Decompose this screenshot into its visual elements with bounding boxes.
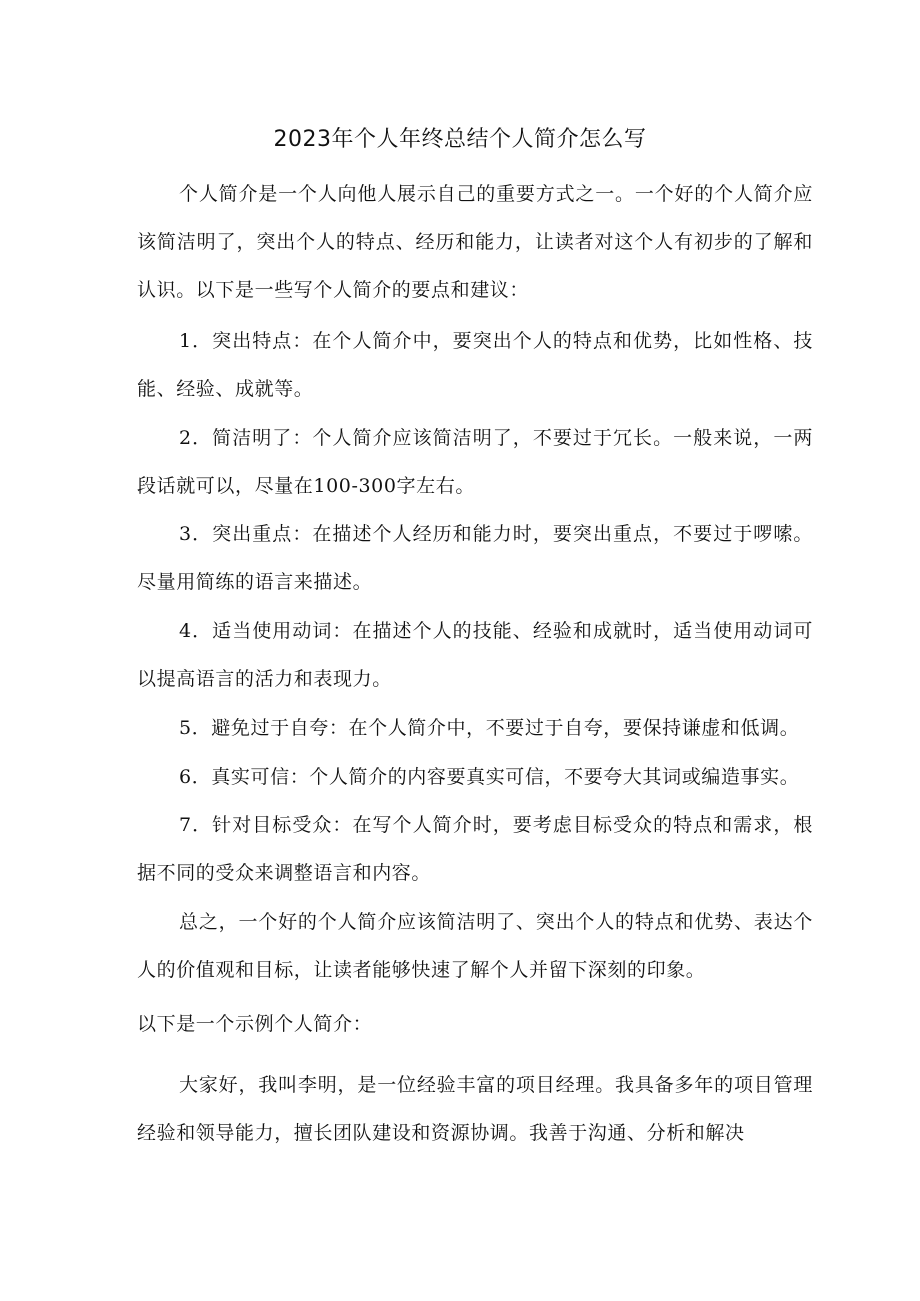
point-4: 4．适当使用动词：在描述个人的技能、经验和成就时，适当使用动词可以提高语言的活力和表现力。	[137, 620, 813, 690]
example-heading: 以下是一个示例个人简介：	[137, 1013, 373, 1035]
point-5: 5．避免过于自夸：在个人简介中，不要过于自夸，要保持谦虚和低调。	[179, 717, 800, 739]
point-7: 7．针对目标受众：在写个人简介时，要考虑目标受众的特点和需求，根据不同的受众来调整语言和内容。	[137, 814, 813, 884]
example-paragraph: 大家好，我叫李明，是一位经验丰富的项目经理。我具备多年的项目管理经验和领导能力，擅长团队建设和资源协调。我善于沟通、分析和解决	[137, 1074, 813, 1144]
document-title: 2023年个人年终总结个人简介怎么写	[273, 127, 647, 152]
intro-paragraph: 个人简介是一个人向他人展示自己的重要方式之一。一个好的个人简介应该简洁明了，突出个人的特点、经历和能力，让读者对这个人有初步的了解和认识。以下是一些写个人简介的要点和建议：	[137, 183, 813, 301]
point-1: 1．突出特点：在个人简介中，要突出个人的特点和优势，比如性格、技能、经验、成就等。	[137, 330, 813, 400]
point-6: 6．真实可信：个人简介的内容要真实可信，不要夸大其词或编造事实。	[179, 766, 800, 788]
point-2: 2．简洁明了：个人简介应该简洁明了，不要过于冗长。一般来说，一两段话就可以，尽量在100-300字左右。	[137, 427, 813, 497]
summary-paragraph: 总之，一个好的个人简介应该简洁明了、突出个人的特点和优势、表达个人的价值观和目标，让读者能够快速了解个人并留下深刻的印象。	[137, 911, 813, 981]
point-3: 3．突出重点：在描述个人经历和能力时，要突出重点，不要过于啰嗦。尽量用简练的语言来描述。	[137, 523, 813, 593]
